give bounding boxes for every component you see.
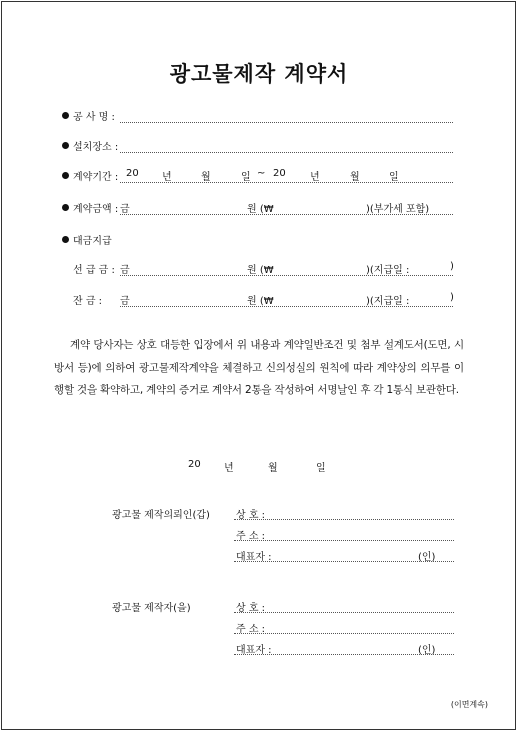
maker-name-field[interactable] (234, 612, 454, 613)
amount-vat: )(부가세 포함) (366, 204, 430, 215)
balance-date-label: )(지급일 : (366, 296, 410, 307)
amount-won: 원 (₩ (247, 204, 274, 215)
client-address-label: 주 소 : (236, 531, 266, 542)
period-nyeon-end: 년 (310, 172, 320, 183)
continued-note: (이면계속) (450, 700, 488, 709)
period-wol-start: 월 (201, 172, 211, 183)
advance-label: 선 급 금 : (73, 265, 115, 276)
period-field[interactable] (120, 182, 453, 183)
client-seal: (인) (418, 552, 436, 563)
payment-label: 대금지급 (73, 236, 112, 247)
date-year: 20 (188, 459, 201, 470)
maker-rep-field[interactable] (234, 654, 454, 655)
bullet-icon (62, 142, 69, 149)
advance-geum: 금 (120, 265, 130, 276)
client-address-field[interactable] (234, 540, 454, 541)
period-il-start: 일 (241, 172, 251, 183)
balance-won: 원 (₩ (247, 296, 274, 307)
advance-date-label: )(지급일 : (366, 265, 410, 276)
advance-field[interactable] (120, 275, 453, 276)
bullet-icon (62, 204, 69, 211)
amount-label: 계약금액 : (73, 204, 119, 215)
location-label: 설치장소 : (73, 142, 119, 153)
company-label: 공 사 명 : (73, 112, 115, 123)
period-year-end: 20 (273, 168, 286, 179)
location-field[interactable] (120, 152, 453, 153)
maker-address-label: 주 소 : (236, 624, 266, 635)
client-name-label: 상 호 : (236, 510, 266, 521)
balance-close: ) (450, 292, 454, 303)
advance-close: ) (450, 261, 454, 272)
bullet-icon (62, 112, 69, 119)
period-wol-end: 월 (350, 172, 360, 183)
bullet-icon (62, 236, 69, 243)
client-label: 광고물 제작의뢰인(갑) (112, 510, 210, 521)
period-label: 계약기간 : (73, 172, 119, 183)
client-rep-field[interactable] (234, 561, 454, 562)
company-field[interactable] (120, 122, 453, 123)
maker-rep-label: 대표자 : (236, 645, 272, 656)
amount-geum: 금 (120, 204, 130, 215)
advance-won: 원 (₩ (247, 265, 274, 276)
client-rep-label: 대표자 : (236, 552, 272, 563)
period-nyeon-start: 년 (162, 172, 172, 183)
bullet-icon (62, 172, 69, 179)
maker-name-label: 상 호 : (236, 603, 266, 614)
date-il: 일 (316, 463, 326, 474)
date-wol: 월 (268, 463, 278, 474)
document-title: 광고물제작 계약서 (169, 62, 349, 86)
maker-label: 광고물 제작자(을) (112, 603, 191, 614)
balance-geum: 금 (120, 296, 130, 307)
maker-seal: (인) (418, 645, 436, 656)
agreement-paragraph: 계약 당사자는 상호 대등한 입장에서 위 내용과 계약일반조건 및 첨부 설계도서(도면, 시방서 등)에 의하여 광고물제작계약을 체결하고 신의성실의 원칙에 따라 계약상의 의무를 이행할 것을 확약하고, 계약의 증거로 계약서 2통을 작성하여 서명날인 후 각 1통식 보관한다. (54, 339, 464, 396)
period-tilde: ~ (257, 168, 266, 179)
balance-field[interactable] (120, 306, 453, 307)
balance-label: 잔 금 : (73, 296, 103, 307)
maker-address-field[interactable] (234, 633, 454, 634)
amount-field[interactable] (120, 214, 453, 215)
client-name-field[interactable] (234, 519, 454, 520)
period-il-end: 일 (389, 172, 399, 183)
date-nyeon: 년 (224, 463, 234, 474)
period-year-start: 20 (126, 168, 139, 179)
